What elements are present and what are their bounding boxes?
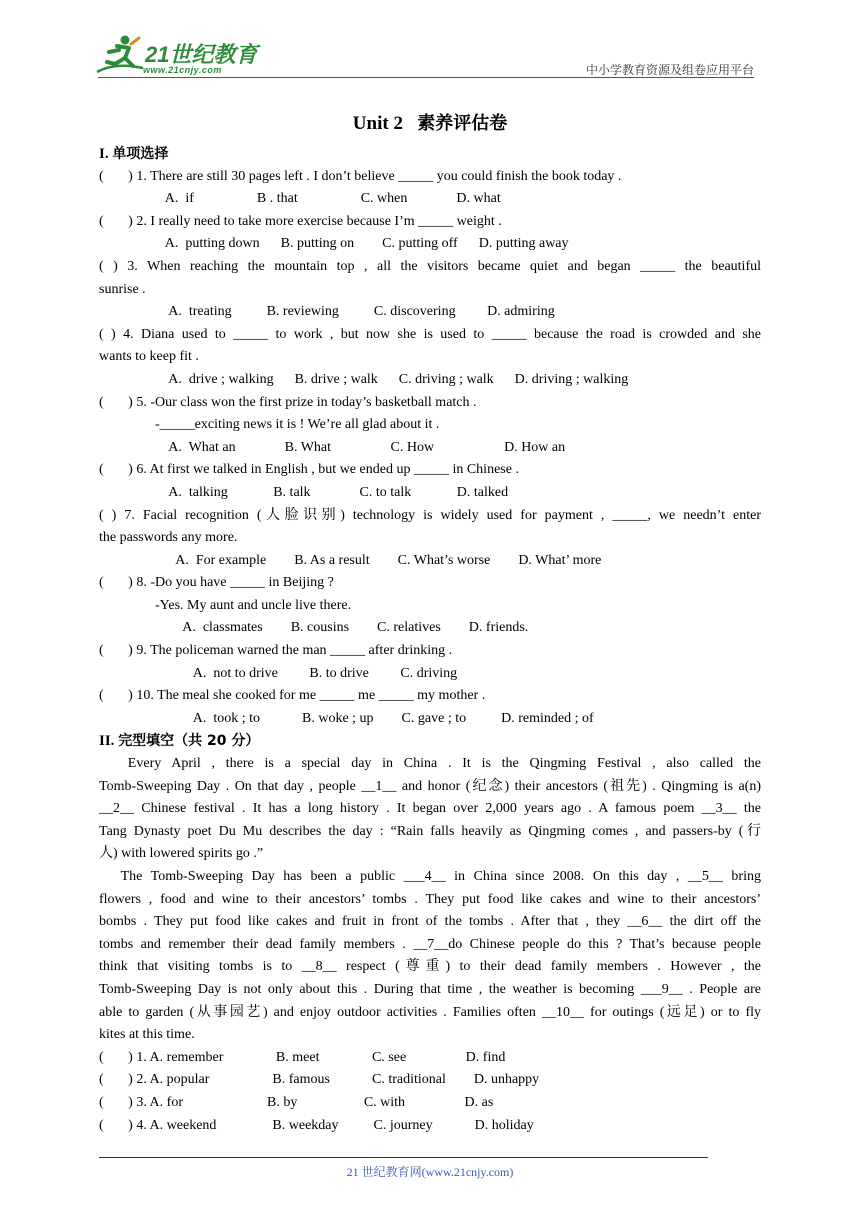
section-2-questions: [99, 1047, 761, 1137]
text-line: ( ) 1. There are still 30 pages left . I don’t believe _____ you could finish the book today .: [99, 168, 622, 184]
brand-url: www.21cnjy.com: [143, 65, 222, 75]
text-line: bombs . They put food like cakes and fruit in front of the tombs . After that , they __6__ the dirt off the: [99, 914, 761, 930]
text-line: __2__ Chinese festival . It has a long history . It began over 2,000 years ago . A famous poem __3__ the: [99, 801, 761, 817]
text-line: A. not to drive B. to drive C. driving: [99, 665, 458, 681]
site-logo[interactable]: [95, 34, 265, 78]
text-line: A. treating B. reviewing C. discovering D. admiring: [99, 304, 555, 320]
text-line: ( ) 2. I really need to take more exercise because I’m _____ weight .: [99, 213, 502, 229]
text-line: A. For example B. As a result C. What’s worse D. What’ more: [99, 552, 602, 568]
text-line: -_____exciting news it is ! We’re all glad about it .: [99, 417, 440, 433]
text-line: The Tomb-Sweeping Day has been a public ___4__ in China since 2008. On this day , __5__ bring: [120, 869, 761, 884]
text-line: kites at this time.: [99, 1027, 195, 1043]
text-line: A. took ; to B. woke ; up C. gave ; to D. reminded ; of: [99, 710, 594, 726]
footer-text: 21 世纪教育网(www.21cnjy.com): [346, 1165, 514, 1179]
text-line: ( ) 4. Diana used to _____ to work , but now she is used to _____ because the road is crowded and she: [99, 326, 761, 342]
text-line: ( ) 4. A. weekend B. weekday C. journey D. holiday: [99, 1117, 534, 1133]
text-line: tombs and remember their dead family members . __7__do Chinese people do this ? That’s because people: [99, 936, 761, 952]
section-1-questions: [99, 166, 761, 731]
text-line: -Yes. My aunt and uncle live there.: [99, 597, 352, 613]
text-line: 人) with lowered spirits go .”: [99, 846, 264, 862]
text-line: ( ) 3. A. for B. by C. with D. as: [99, 1094, 494, 1110]
text-line: the passwords any more.: [99, 530, 238, 546]
exam-content: [99, 143, 761, 1137]
text-line: ( ) 2. A. popular B. famous C. traditional D. unhappy: [99, 1072, 540, 1088]
text-line: wants to keep fit .: [99, 349, 199, 365]
platform-label: 中小学教育资源及组卷应用平台: [585, 63, 754, 77]
text-line: ( ) 8. -Do you have _____ in Beijing ?: [99, 575, 334, 591]
text-line: Tang Dynasty poet Du Mu describes the day : “Rain falls heavily as Qingming comes , and passers-by (行: [99, 823, 761, 839]
text-line: ( ) 9. The policeman warned the man _____ after drinking .: [99, 643, 453, 659]
text-line: A. if B . that C. when D. what: [99, 191, 501, 207]
text-line: ( ) 5. -Our class won the first prize in today’s basketball match .: [99, 394, 477, 410]
exam-name: 素养评估卷: [417, 113, 508, 134]
section-2-passage: [99, 753, 761, 1047]
brand-name: 21世纪教育: [145, 42, 258, 67]
text-line: ( ) 10. The meal she cooked for me _____ me _____ my mother .: [99, 688, 486, 704]
text-line: A. What an B. What C. How D. How an: [99, 439, 566, 455]
page-title: [0, 109, 860, 135]
text-line: Every April , there is a special day in China . It is the Qingming Festival , also called the: [127, 756, 761, 772]
text-line: ( ) 7. Facial recognition (人脸识别) technology is widely used for payment , _____, we needn’t enter: [99, 507, 761, 523]
text-line: ( ) 1. A. remember B. meet C. see D. find: [99, 1049, 506, 1065]
text-line: Tomb-Sweeping Day is not only about this . During that time , the weather is becoming ___9__ . People are: [99, 981, 761, 997]
text-line: Tomb-Sweeping Day . On that day , people __1__ and honor (纪念) their ancestors (祖先) . Qingming is a(n): [99, 778, 761, 794]
text-line: think that visiting tombs is to __8__ respect (尊重) to their dead family members . However , the: [99, 959, 761, 975]
text-line: able to garden (从事园艺) and enjoy outdoor activities . Families often __10__ for outings (远足) or to fly: [99, 1004, 761, 1020]
text-line: sunrise .: [99, 281, 146, 297]
text-line: ( ) 3. When reaching the mountain top , all the visitors became quiet and began _____ the beautiful: [99, 258, 761, 274]
unit-label: Unit 2: [352, 113, 403, 134]
text-line: A. drive ; walking B. drive ; walk C. driving ; walk D. driving ; walking: [99, 371, 629, 387]
text-line: A. classmates B. cousins C. relatives D. friends.: [99, 620, 529, 636]
text-line: A. talking B. talk C. to talk D. talked: [99, 484, 509, 500]
runner-logo-icon: [95, 34, 147, 78]
text-line: A. putting down B. putting on C. putting off D. putting away: [99, 236, 569, 252]
section-1-heading: I. 单项选择: [99, 146, 169, 162]
footer-divider: [99, 1157, 708, 1158]
text-line: flowers , food and wine to their ancestors’ tombs . They put food like cakes and wine to their ancestors’: [99, 891, 761, 907]
header-divider: [98, 77, 754, 78]
section-2-heading: II. 完型填空（共 20 分）: [99, 733, 260, 750]
text-line: ( ) 6. At first we talked in English , but we ended up _____ in Chinese .: [99, 462, 519, 478]
